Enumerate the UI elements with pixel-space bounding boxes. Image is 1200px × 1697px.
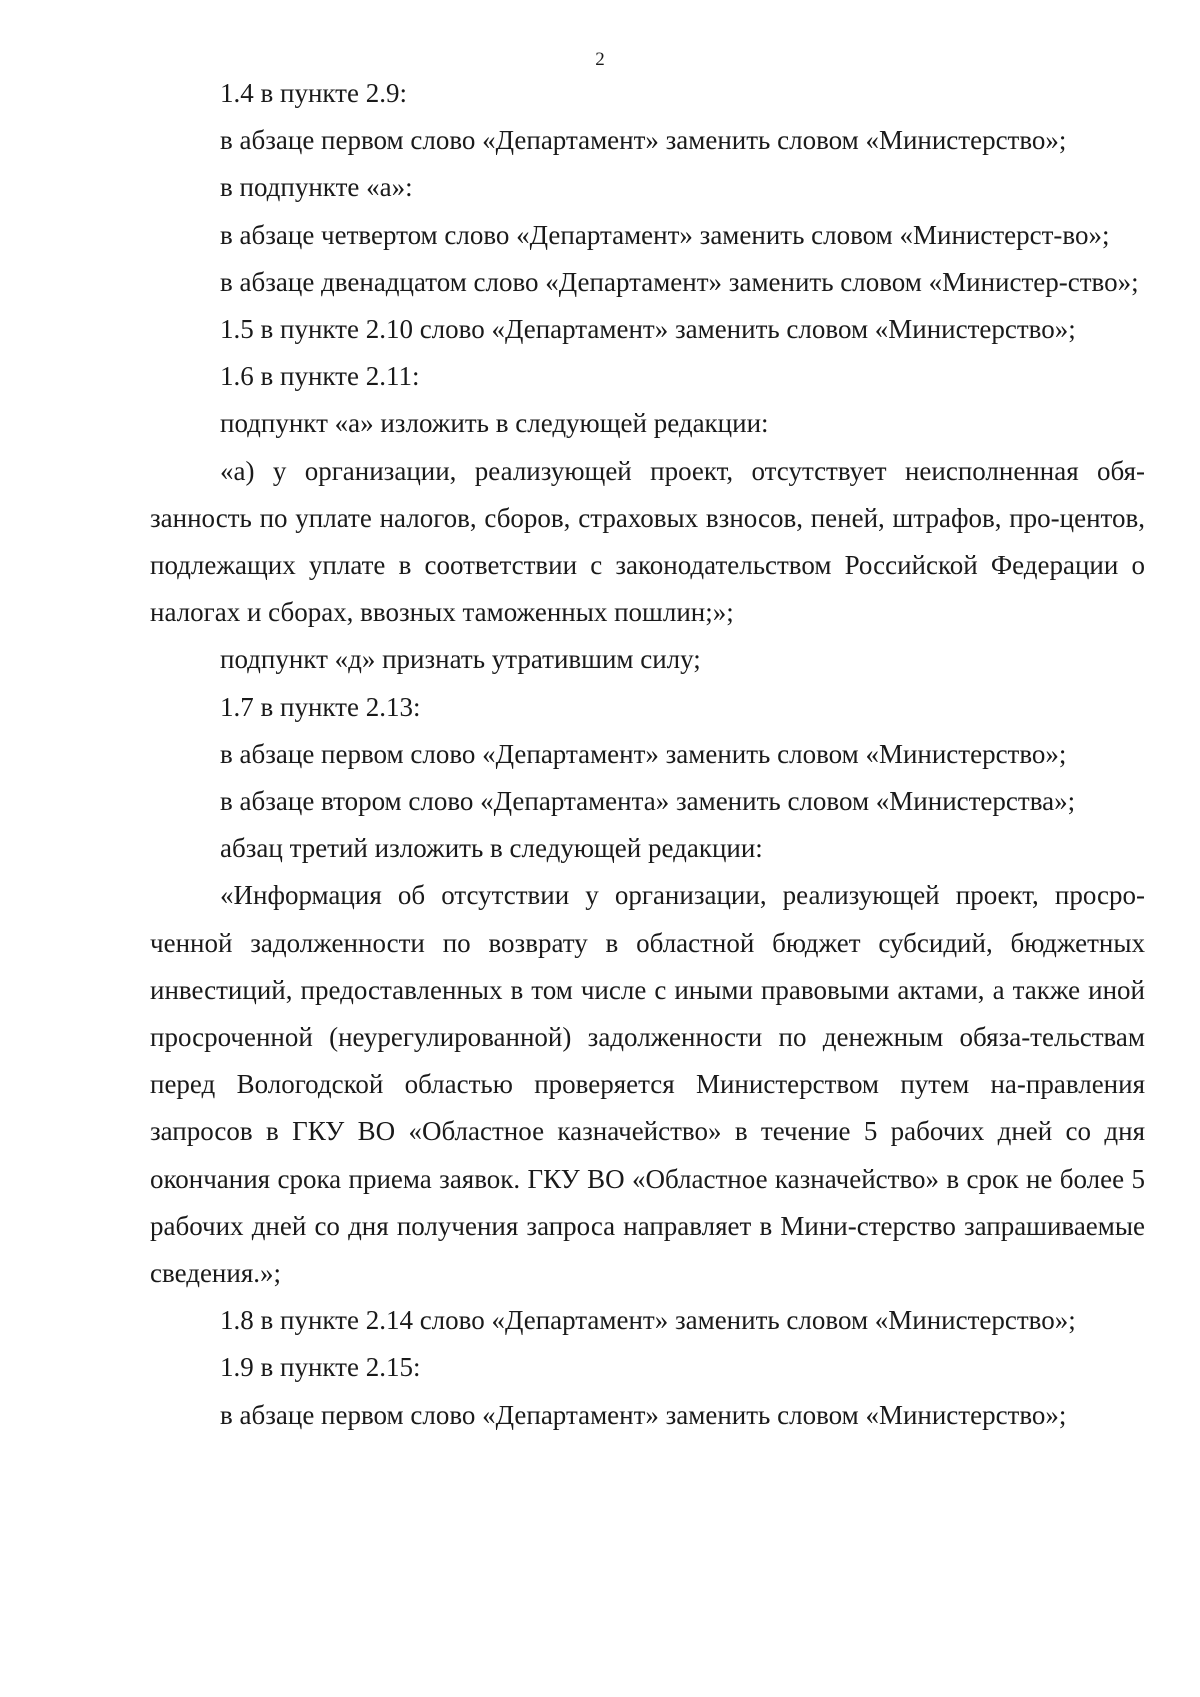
document-body xyxy=(150,70,1145,1439)
paragraph-1-8: 1.8 в пункте 2.14 слово «Департамент» заменить словом «Министерство»; xyxy=(220,1305,1076,1336)
paragraph-1-4-twelfth: в абзаце двенадцатом слово «Департамент» заменить словом «Министер-ство»; xyxy=(220,266,1139,297)
paragraph-1-7-first: в абзаце первом слово «Департамент» заменить словом «Министерство»; xyxy=(220,738,1067,769)
paragraph-1-4-fourth: в абзаце четвертом слово «Департамент» заменить словом «Министерст-во»; xyxy=(220,219,1110,250)
paragraph-1-7-third: абзац третий изложить в следующей редакции: xyxy=(220,833,763,864)
paragraph-1-7-quote: «Информация об отсутствии у организации, реализующей проект, просро-ченной задолженности по возврату в областной бюджет субсидий, бюджетных инвестиций, предоставленных в том числе с иными правовыми актами, а также иной просроченной (неурегулированной) задолженности по денежным обяза-тельствам перед Вологодской областью проверяется Министерством путем на-правления запросов в ГКУ ВО «Областное казначейство» в течение 5 рабочих дней со дня окончания срока приема заявок. ГКУ ВО «Областное казначейство» в срок не более 5 рабочих дней со дня получения запроса направляет в Мини-стерство запрашиваемые сведения.»; xyxy=(150,880,1145,1289)
paragraph-1-4-subpoint-a: в подпункте «а»: xyxy=(220,172,413,203)
page-number: 2 xyxy=(595,49,605,70)
paragraph-1-6: 1.6 в пункте 2.11: xyxy=(220,361,420,392)
paragraph-1-9-first: в абзаце первом слово «Департамент» заменить словом «Министерство»; xyxy=(220,1399,1067,1430)
paragraph-1-5: 1.5 в пункте 2.10 слово «Департамент» заменить словом «Министерство»; xyxy=(220,314,1076,345)
paragraph-1-4: 1.4 в пункте 2.9: xyxy=(220,78,407,108)
paragraph-1-6-subpoint-a: подпункт «а» изложить в следующей редакции: xyxy=(220,408,769,439)
paragraph-1-6-subpoint-d: подпункт «д» признать утратившим силу; xyxy=(220,644,701,675)
paragraph-1-7: 1.7 в пункте 2.13: xyxy=(220,691,421,722)
paragraph-1-6-quote: «а) у организации, реализующей проект, отсутствует неисполненная обя-занность по уплате налогов, сборов, страховых взносов, пеней, штрафов, про-центов, подлежащих уплате в соответствии с законодательством Российской Федерации о налогах и сборах, ввозных таможенных пошлин;»; xyxy=(150,455,1145,628)
paragraph-1-4-first: в абзаце первом слово «Департамент» заменить словом «Министерство»; xyxy=(220,125,1067,156)
paragraph-1-9: 1.9 в пункте 2.15: xyxy=(220,1352,421,1383)
paragraph-1-7-second: в абзаце втором слово «Департамента» заменить словом «Министерства»; xyxy=(220,786,1076,817)
